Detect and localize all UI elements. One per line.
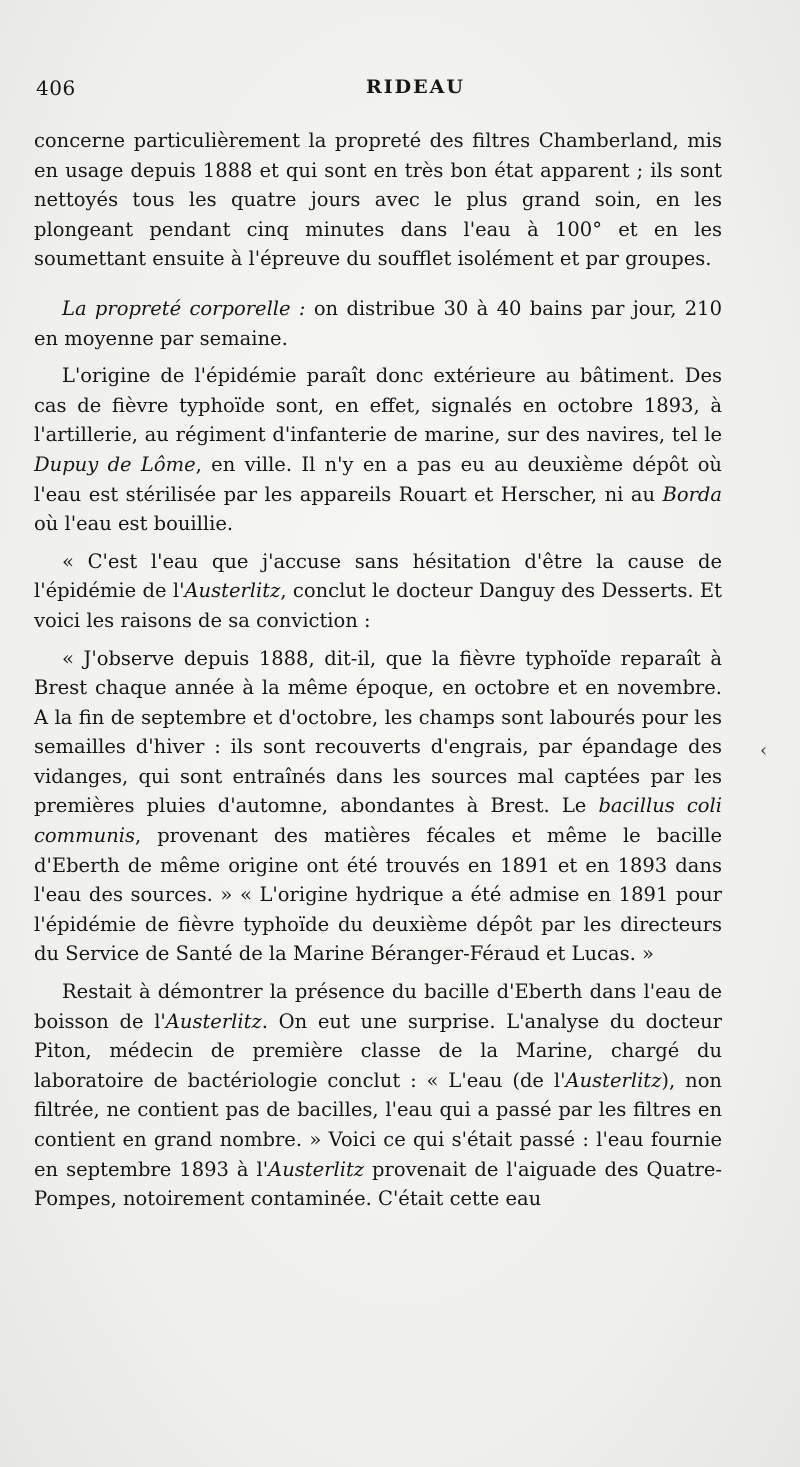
text-run: provenait de l'aiguade des Quatre-Pompes, notoirement contaminée. C'était cette eau — [34, 1157, 722, 1211]
text-run: Restait à démontrer la présence du bacille d'Eberth dans l'eau de boisson de l' — [34, 980, 722, 1033]
text-run: concerne particulièrement la propreté des filtres Chamberland, mis en usage depuis 1888 et qui sont en très bon état apparent ; ils sont nettoyés tous les quatre jours avec le plus grand soin, en les plongeant pendant cinq minutes dans l'eau à 100° et en les soumettant ensuite à l'épreuve du soufflet isolément et par groupes. — [34, 129, 722, 271]
italic-run: Borda — [662, 482, 722, 506]
italic-run: Dupuy de Lôme — [34, 452, 196, 476]
text-run: ), non filtrée, ne contient pas de bacilles, l'eau qui a passé par les filtres en contient en grand nombre. » Voici ce qui s'était passé : l'eau fournie en septembre 1893 à l' — [34, 1068, 722, 1181]
paragraph-bacillus-analysis — [34, 977, 722, 1214]
paragraph-epidemic-origin — [34, 361, 722, 539]
running-title: RIDEAU — [366, 76, 465, 98]
text-run: L'origine de l'épidémie paraît donc extérieure au bâtiment. Des cas de fièvre typhoïde sont, en effet, signalés en octobre 1893, à l'artillerie, au régiment d'infanterie de marine, sur des navires, tel le — [34, 364, 722, 447]
italic-run: Austerlitz — [565, 1068, 662, 1092]
italic-run: Austerlitz — [165, 1009, 262, 1033]
text-run: où l'eau est bouillie. — [34, 512, 234, 536]
body-text — [34, 126, 722, 1214]
italic-run: La propreté corporelle : — [62, 296, 306, 320]
text-run: , en ville. Il n'y en a pas eu au deuxième dépôt où l'eau est stérilisée par les appareils Rouart et Herscher, ni au — [34, 452, 722, 506]
text-run: on distribue 30 à 40 bains par jour, 210 en moyenne par semaine. — [34, 296, 722, 350]
page-header — [36, 76, 766, 106]
paragraph-observation-quote — [34, 644, 722, 970]
text-run: , conclut le docteur Danguy des Desserts. Et voici les raisons de sa conviction : — [34, 579, 722, 632]
italic-run: Austerlitz — [268, 1157, 365, 1181]
italic-run: bacillus coli communis — [34, 794, 722, 848]
page-number: 406 — [36, 76, 76, 100]
paragraph-body-cleanliness — [34, 294, 722, 353]
text-run: « C'est l'eau que j'accuse sans hésitation d'être la cause de l'épidémie de l' — [34, 549, 722, 603]
text-run: « J'observe depuis 1888, dit-il, que la fièvre typhoïde reparaît à Brest chaque année à la même époque, en octobre et en novembre. A la fin de septembre et d'octobre, les champs sont labourés pour les semailles d'hiver : ils sont recouverts d'engrais, par épandage des vidanges, qui sont entraînés dans les sources mal captées par les premières pluies d'automne, abondantes à Brest. Le — [34, 646, 722, 818]
text-run: . On eut une surprise. L'analyse du docteur Piton, médecin de première classe de la Marine, chargé du laboratoire de bactériologie conclut : « L'eau (de l' — [34, 1009, 722, 1092]
italic-run: Austerlitz — [184, 579, 281, 603]
text-run: , provenant des matières fécales et même le bacille d'Eberth de même origine ont été trouvés en 1891 et en 1893 dans l'eau des sources. » « L'origine hydrique a été admise en 1891 pour l'épidémie de fièvre typhoïde du deuxième dépôt par les directeurs du Service de Santé de la Marine Béranger-Féraud et Lucas. » — [34, 824, 722, 966]
margin-mark: ‹ — [760, 740, 768, 761]
paragraph-accusation-quote — [34, 547, 722, 636]
paragraph-filters — [34, 126, 722, 274]
